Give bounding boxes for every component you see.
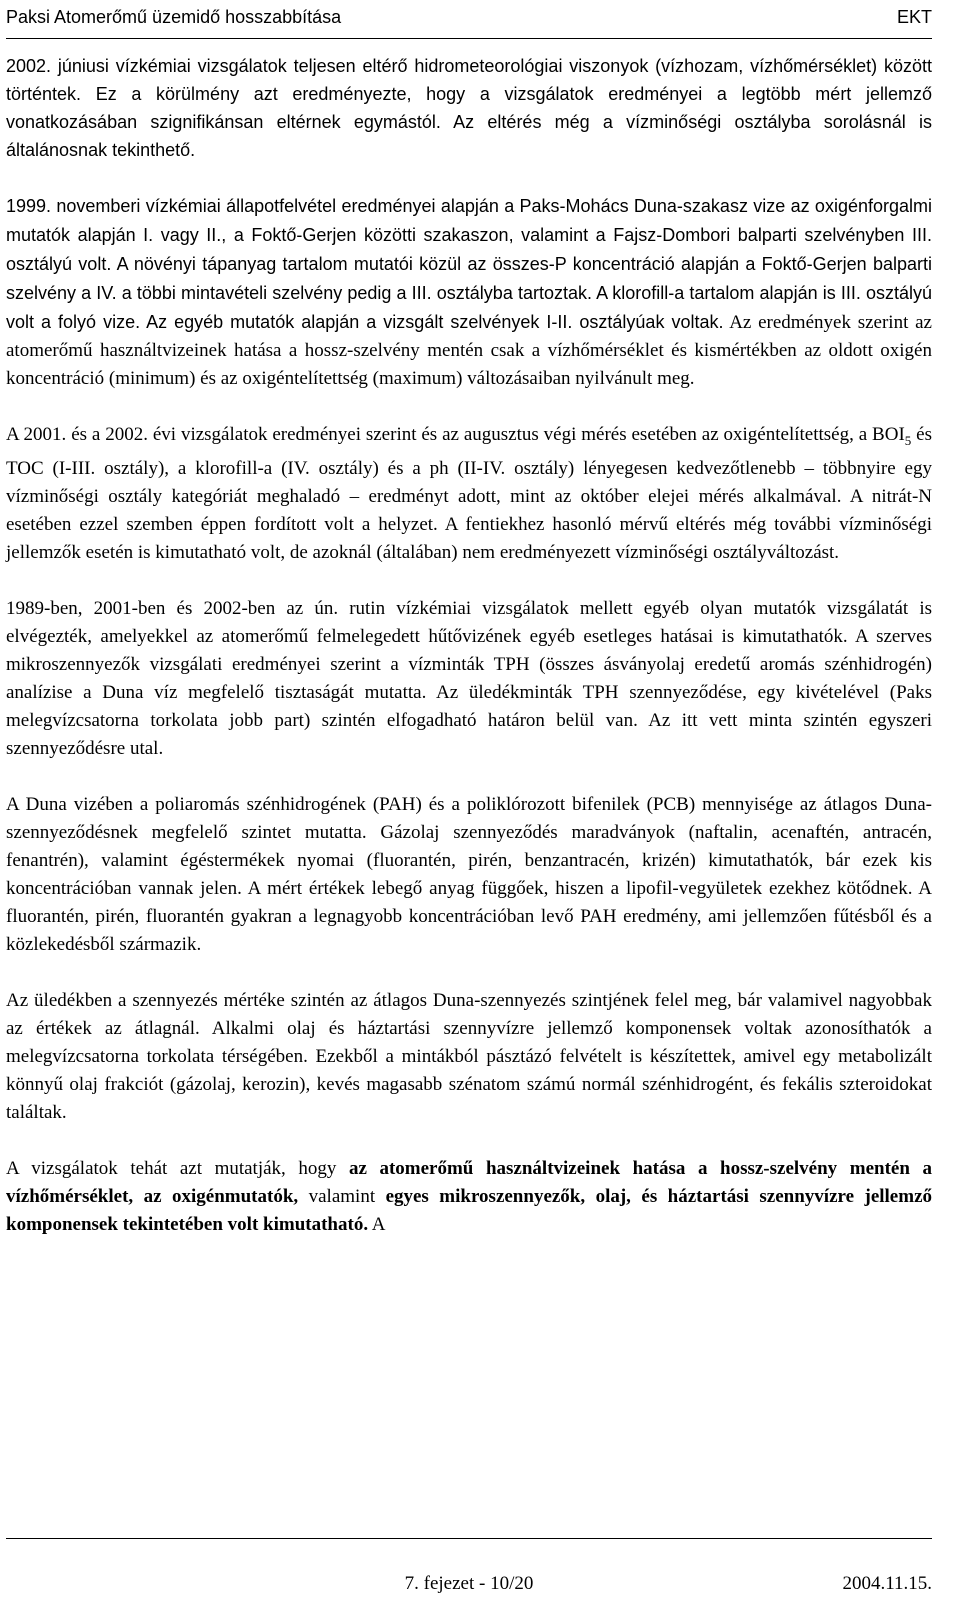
paragraph-2-serif: Az eredmények szerint az atomerőmű használtvizeinek hatása a hossz-szelvény mentén csak a vízhőmérséklet és kismértékben az oldott oxigén koncentráció (minimum) és az oxigéntelítettség (maximum) változásaiban nyilvánult meg.: [6, 312, 932, 389]
footer-page-number: 7. fejezet - 10/20: [404, 1573, 534, 1594]
paragraph-7-bold-1: az atomerőmű használtvizeinek hatása a hossz-szelvény mentén a vízhőmérséklet, az oxigénmutatók,: [6, 1157, 932, 1207]
footer-date: 2004.11.15.: [842, 1573, 932, 1594]
header-org: EKT: [896, 7, 932, 27]
paragraph-7-mid: valamint: [298, 1185, 386, 1207]
header-title: Paksi Atomerőmű üzemidő hosszabbítása: [6, 7, 342, 27]
page-footer: [6, 1538, 932, 1599]
paragraph-3-rest: és TOC (I-III. osztály), a klorofill-a (IV. osztály) és a ph (II-IV. osztály) lényegesen kedvezőtlenebb – többnyire egy vízminőségi osztály kategóriát meghaladó – eredményt adott, mint az október elejei mérés alkalmával. A nitrát-N esetében ezzel szemben éppen fordított volt a helyzet. A fentiekhez hasonló mérvű eltérés még további vízminőségi jellemzők esetén is kimutatható volt, de azoknál (általában) nem eredményezett vízminőségi osztályváltozást.: [6, 424, 932, 563]
paragraph-6: Az üledékben a szennyezés mértéke szintén az átlagos Duna-szennyezés szintjének felel meg, bár valamivel nagyobbak az értékek az átlagnál. Alkalmi olaj és háztartási szennyvízre jellemző komponensek voltak azonosíthatók a melegvízcsatorna torkolata térségében. Ezekből a mintákból pásztázó felvételt is készítettek, amivel egy metabolizált könnyű olaj frakciót (gázolaj, kerozin), kevés magasabb szénatom számú normál szénhidrogént, és fekális szteroidokat találtak.: [6, 989, 932, 1123]
document-body: [6, 52, 932, 1239]
paragraph-3: [6, 421, 932, 567]
paragraph-7: [6, 1155, 932, 1239]
paragraph-3-start: A 2001. és a 2002. évi vizsgálatok eredményei szerint és az augusztus végi mérés esetében az oxigéntelítettség, a BOI: [6, 424, 905, 445]
paragraph-2-sans: 1999. novemberi vízkémiai állapotfelvétel eredményei alapján a Paks-Mohács Duna-szakasz vize az oxigénforgalmi mutatók alapján I. vagy II., a Foktő-Gerjen közötti szakaszon, valamint a Fajsz-Dombori balparti szelvényben III. osztályú volt. A növényi tápanyag tartalom mutatói közül az összes-P koncentráció alapján a Foktő-Gerjen balparti szelvény a IV. a többi mintavételi szelvény pedig a III. osztályba tartoztak. A klorofill-a tartalom alapján is III. osztályú volt a folyó vize. Az egyéb mutatók alapján a vizsgált szelvények I-II. osztályúak voltak.: [6, 196, 932, 332]
paragraph-1: 2002. júniusi vízkémiai vizsgálatok teljesen eltérő hidrometeorológiai viszonyok (vízhozam, vízhőmérséklet) között történtek. Ez a körülmény azt eredményezte, hogy a vizsgálatok eredményei a legtöbb mért jellemző vonatkozásában szignifikánsan eltérnek egymástól. Az eltérés még a vízminőségi osztályba sorolásnál is általánosnak tekinthető.: [6, 56, 932, 160]
paragraph-2: [6, 192, 932, 393]
paragraph-7-start: A vizsgálatok tehát azt mutatják, hogy: [6, 1157, 349, 1179]
paragraph-3-subscript: 5: [904, 432, 912, 448]
page-header: [6, 4, 932, 39]
paragraph-7-bold-2: egyes mikroszennyezők, olaj, és háztartási szennyvízre jellemző komponensek tekintetében volt kimutatható.: [6, 1185, 933, 1235]
paragraph-5: A Duna vizében a poliaromás szénhidrogének (PAH) és a poliklórozott bifenilek (PCB) mennyisége az átlagos Duna-szennyeződésnek megfelelő szintet mutatta. Gázolaj szennyeződés maradványok (naftalin, acenaftén, antracén, fenantrén), valamint égéstermékek nyomai (fluorantén, pirén, benzantracén, krizén) kimutathatók, bár ezek kis koncentrációban vannak jelen. A mért értékek lebegő anyag függőek, hiszen a lipofil-vegyületek ezekhez kötődnek. A fluorantén, pirén, fluorantén gyakran a legnagyobb koncentrációban levő PAH eredmény, ami jellemzően fűtésből és a közlekedésből származik.: [6, 793, 932, 955]
paragraph-7-end: A: [368, 1213, 386, 1235]
paragraph-4: 1989-ben, 2001-ben és 2002-ben az ún. rutin vízkémiai vizsgálatok mellett egyéb olyan mutatók vizsgálatát is elvégezték, amelyekkel az atomerőmű felmelegedett hűtővizének egyéb esetleges hatásai is kimutathatók. A szerves mikroszennyezők vizsgálati eredményei szerint a vízminták TPH (összes ásványolaj eredetű aromás szénhidrogén) analízise a Duna víz megfelelő tisztaságát mutatta. Az üledékminták TPH szennyeződése, egy kivételével (Paks melegvízcsatorna torkolata jobb part) szintén elfogadható határon belül van. Az itt vett minta szintén egyszeri szennyeződésre utal.: [6, 597, 932, 759]
